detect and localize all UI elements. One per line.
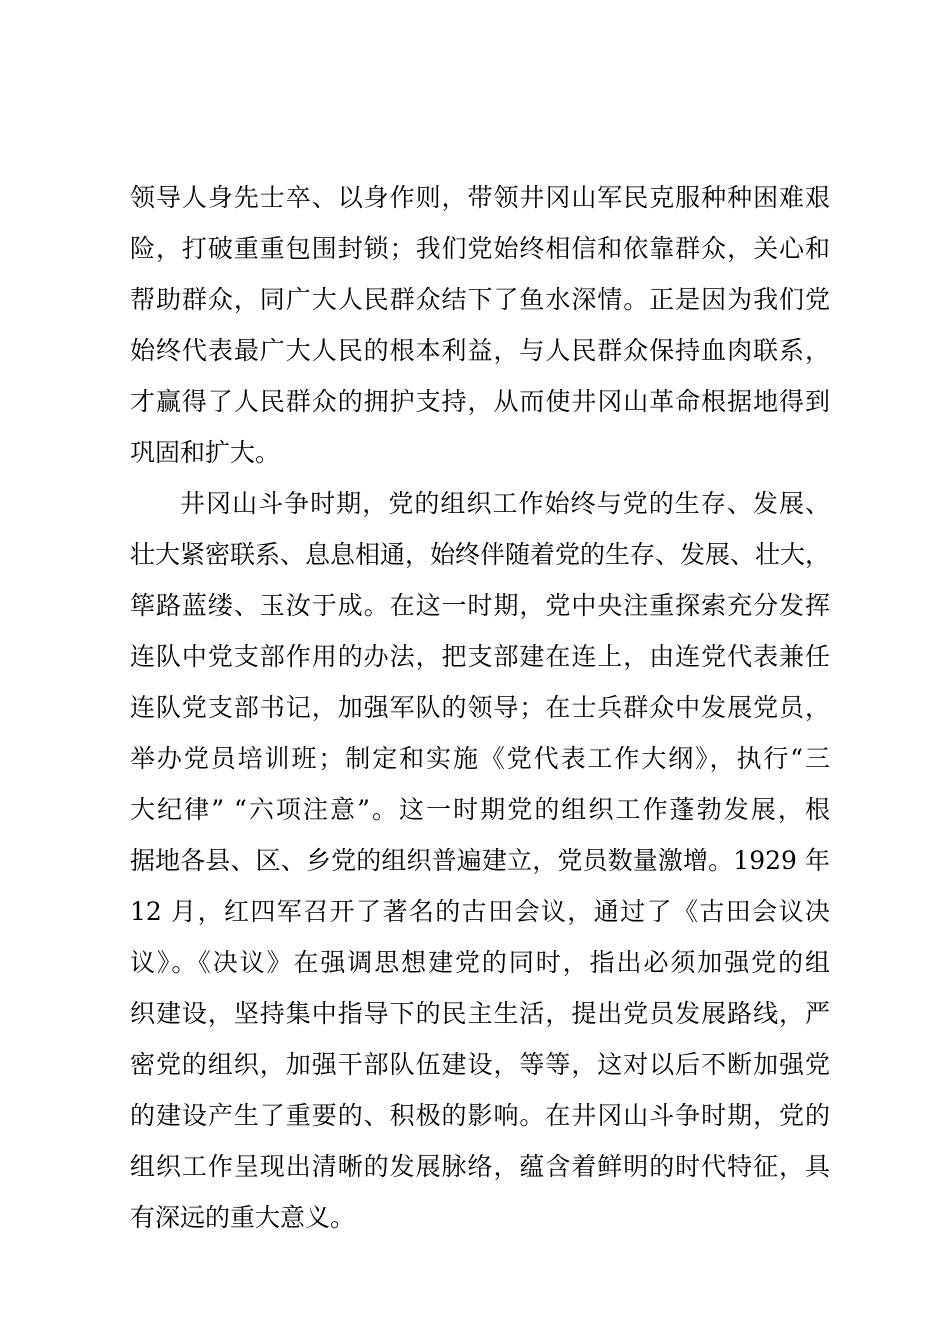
text-line: 12 月，红四军召开了著名的古田会议，通过了《古田会议决 — [130, 897, 830, 926]
text-line: 大纪律” “六项注意”。这一时期党的组织工作蓬勃发展，根 — [130, 795, 830, 824]
text-line: 组织工作呈现出清晰的发展脉络，蕴含着鲜明的时代特征，具 — [130, 1152, 830, 1181]
text-line: 帮助群众，同广大人民群众结下了鱼水深情。正是因为我们党 — [130, 285, 830, 314]
paragraph-1 — [130, 172, 830, 478]
body-text — [130, 172, 830, 1243]
text-line: 议》。《决议》在强调思想建党的同时，指出必须加强党的组 — [130, 948, 830, 977]
text-line: 的建设产生了重要的、积极的影响。在井冈山斗争时期，党的 — [130, 1101, 830, 1130]
text-line: 巩固和扩大。 — [130, 438, 281, 467]
text-line: 密党的组织，加强干部队伍建设，等等，这对以后不断加强党 — [130, 1050, 830, 1079]
text-line: 才赢得了人民群众的拥护支持，从而使井冈山革命根据地得到 — [130, 387, 830, 416]
text-line: 领导人身先士卒、以身作则，带领井冈山军民克服种种困难艰 — [130, 183, 830, 212]
text-line: 连队中党支部作用的办法，把支部建在连上，由连党代表兼任 — [130, 642, 830, 671]
paragraph-2 — [130, 478, 830, 1243]
text-line: 据地各县、区、乡党的组织普遍建立，党员数量激增。1929 年 — [130, 846, 830, 875]
text-line: 有深远的重大意义。 — [130, 1203, 356, 1232]
text-line: 井冈山斗争时期，党的组织工作始终与党的生存、发展、 — [180, 489, 830, 518]
text-line: 举办党员培训班；制定和实施《党代表工作大纲》，执行“三 — [130, 744, 830, 773]
text-line: 壮大紧密联系、息息相通，始终伴随着党的生存、发展、壮大， — [130, 540, 830, 569]
text-line: 连队党支部书记，加强军队的领导；在士兵群众中发展党员， — [130, 693, 830, 722]
text-line: 筚路蓝缕、玉汝于成。在这一时期，党中央注重探索充分发挥 — [130, 591, 830, 620]
text-line: 织建设，坚持集中指导下的民主生活，提出党员发展路线，严 — [130, 999, 830, 1028]
text-line: 险，打破重重包围封锁；我们党始终相信和依靠群众，关心和 — [130, 234, 830, 263]
text-line: 始终代表最广大人民的根本利益，与人民群众保持血肉联系， — [130, 336, 830, 365]
